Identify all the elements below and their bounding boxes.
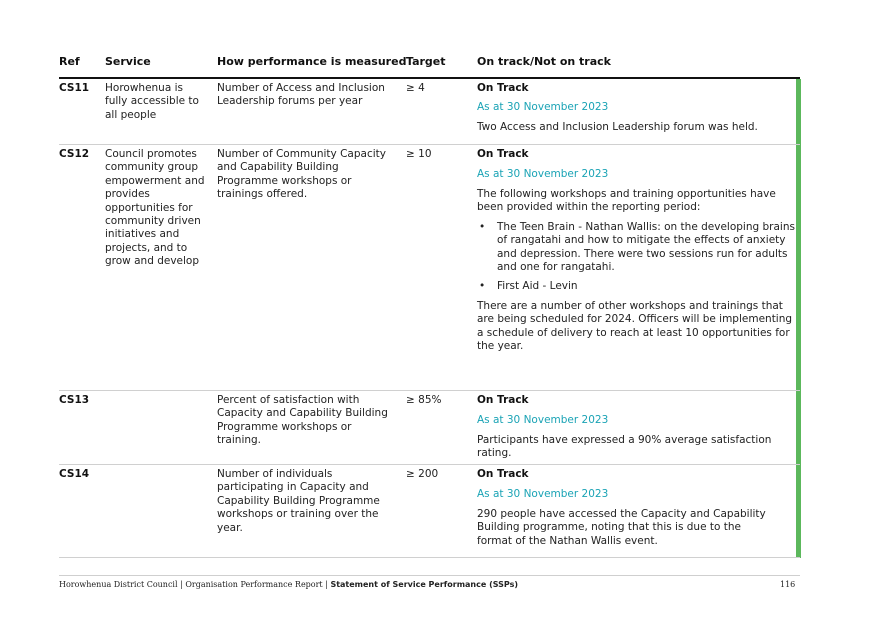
row-divider <box>59 144 800 145</box>
row-target: ≥ 85% <box>406 394 442 406</box>
footer-section-title: Statement of Service Performance (SSPs) <box>330 580 519 589</box>
footer-text <box>59 580 518 589</box>
row-ref: CS12 <box>59 148 90 160</box>
row-target: ≥ 200 <box>406 468 439 480</box>
row-service: Horowhenua is fully accessible to all people <box>105 82 199 121</box>
row-comment-continued: There are a number of other workshops and trainings that are being scheduled for 2024. Officers will be implementing a schedule of delivery to reach at least 10 opportunities for the year. <box>477 300 793 353</box>
row-target: ≥ 10 <box>406 148 432 160</box>
row-ref: CS13 <box>59 394 90 406</box>
row-service: Council promotes community group empowerment and provides opportunities for community driven initiatives and projects, and to grow and develop <box>105 148 205 268</box>
footer-rule <box>59 575 800 576</box>
footer-org: Horowhenua District Council | Organisation Performance Report | <box>59 580 331 589</box>
row-status: On Track <box>477 468 529 480</box>
row-measure: Percent of satisfaction with Capacity and Capability Building Programme workshops or training. <box>217 394 388 447</box>
row-comment: 290 people have accessed the Capacity and Capability Building programme, noting that this is due to the format of the Nathan Wallis event. <box>477 508 766 547</box>
page-number: 116 <box>780 580 796 589</box>
row-divider <box>59 464 800 465</box>
header-measure: How performance is measured <box>217 55 407 68</box>
row-ref: CS11 <box>59 82 90 94</box>
row-measure: Number of Access and Inclusion Leadership forums per year <box>217 82 385 108</box>
row-status: On Track <box>477 394 529 406</box>
header-rule <box>59 77 800 79</box>
header-ref: Ref <box>59 55 80 68</box>
header-status: On track/Not on track <box>477 55 611 68</box>
row-as-at-date: As at 30 November 2023 <box>477 488 609 500</box>
status-indicator-bar <box>796 79 801 558</box>
header-service: Service <box>105 55 151 68</box>
row-ref: CS14 <box>59 468 90 480</box>
row-status: On Track <box>477 82 529 94</box>
row-divider <box>59 390 800 391</box>
row-as-at-date: As at 30 November 2023 <box>477 168 609 180</box>
row-measure: Number of Community Capacity and Capability Building Programme workshops or trainings offered. <box>217 148 386 201</box>
row-measure: Number of individuals participating in Capacity and Capability Building Programme workshops or training over the year. <box>217 468 380 534</box>
row-comment: Participants have expressed a 90% average satisfaction rating. <box>477 434 772 460</box>
header-target: Target <box>406 55 446 68</box>
row-status: On Track <box>477 148 529 160</box>
row-target: ≥ 4 <box>406 82 425 94</box>
bullet-item: The Teen Brain - Nathan Wallis: on the developing brains of rangatahi and how to mitigate the effects of anxiety and depression. There were two sessions run for adults and one for rangatahi. <box>497 221 795 274</box>
row-comment: The following workshops and training opportunities have been provided within the reporting period: <box>477 188 776 214</box>
row-comment: Two Access and Inclusion Leadership forum was held. <box>477 121 758 133</box>
bullet-marker: • <box>479 221 486 233</box>
row-divider <box>59 557 800 558</box>
row-as-at-date: As at 30 November 2023 <box>477 101 609 113</box>
bullet-item: First Aid - Levin <box>497 280 578 292</box>
row-as-at-date: As at 30 November 2023 <box>477 414 609 426</box>
bullet-marker: • <box>479 280 486 292</box>
